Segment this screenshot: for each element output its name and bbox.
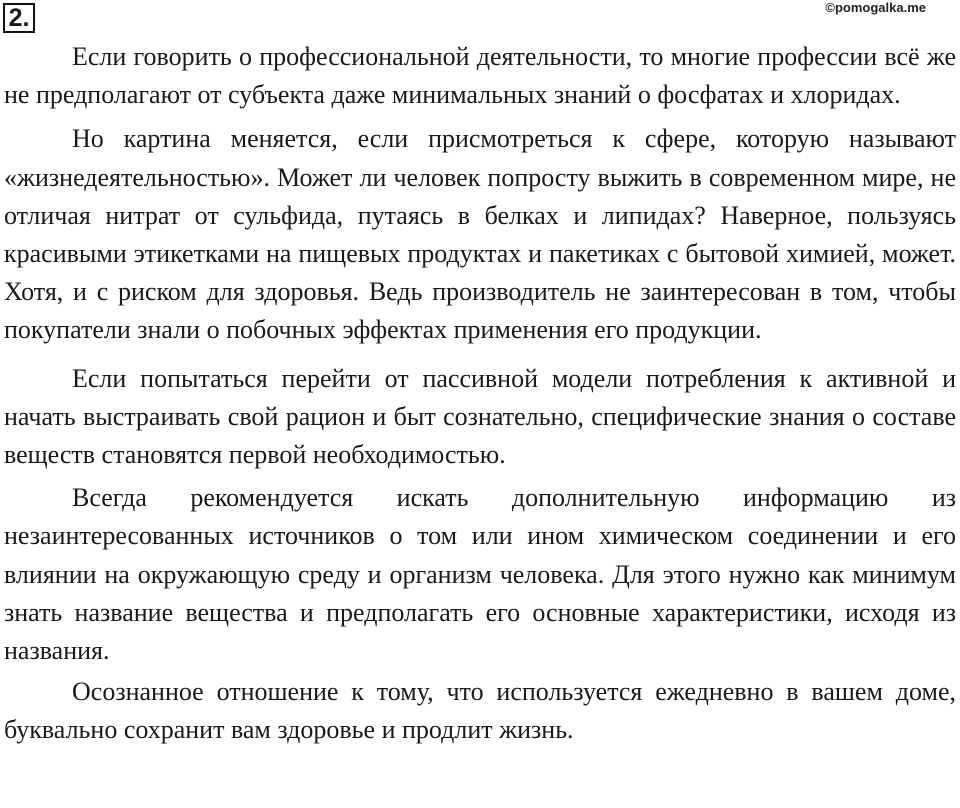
paragraph-3: Если попытаться перейти от пассивной модели потребления к активной и начать выстраивать свой рацион и быт сознательно, специфические знания о составе веществ становятся первой необходимостью.	[4, 363, 956, 470]
paragraph-1: Если говорить о профессиональной деятельности, то многие профессии всё же не предполагают от субъекта даже минимальных знаний о фосфатах и хлоридах.	[4, 42, 956, 110]
paragraph-5: Осознанное отношение к тому, что используется ежедневно в вашем доме, буквально сохранит вам здоровье и продлит жизнь.	[4, 677, 956, 745]
task-number-badge: 2.	[3, 3, 35, 33]
paragraph-4: Всегда рекомендуется искать дополнительную информацию из незаинтересованных источников о том или ином химическом соединении и его влиянии на окружающую среду и организм человека. Для этого нужно как минимум знать название вещества и предполагать его основные характеристики, исходя из названия.	[4, 483, 956, 666]
answer-text	[4, 38, 956, 750]
watermark-label: ©pomogalka.me	[825, 0, 926, 15]
paragraph-2: Но картина меняется, если присмотреться к сфере, которую называют «жизнедеятельностью». Может ли человек попросту выжить в современном мире, не отличая нитрат от сульфида, путаясь в белках и липидах? Наверное, пользуясь красивыми этикетками на пищевых продуктах и пакетиках с бытовой химией, может. Хотя, и с риском для здоровья. Ведь производитель не заинтересован в том, чтобы покупатели знали о побочных эффектах применения его продукции.	[4, 124, 956, 345]
